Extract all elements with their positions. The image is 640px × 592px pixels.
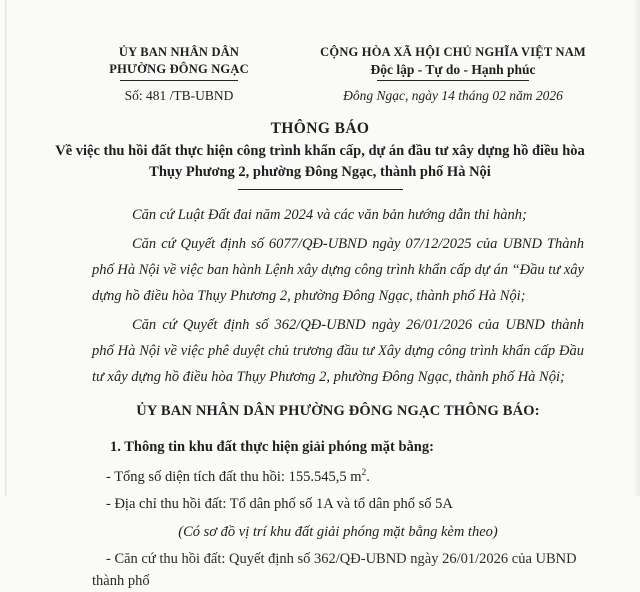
- issuing-authority-line1: ỦY BAN NHÂN DÂN: [118, 45, 240, 59]
- document-number: Số: 481 /TB-UBND: [124, 88, 234, 103]
- attachment-note: (Có sơ đồ vị trí khu đất giải phóng mặt bằng kèm theo): [178, 523, 498, 540]
- issuing-authority-line2: PHƯỜNG ĐÔNG NGẠC: [109, 62, 249, 76]
- section1-heading: 1. Thông tin khu đất thực hiện giải phóng mặt bằng:: [110, 439, 434, 455]
- motto-underline: [377, 80, 529, 81]
- section1-item-area: [92, 460, 584, 491]
- document-subtitle: Về việc thu hồi đất thực hiện công trình khẩn cấp, dự án đầu tư xây dựng hồ điều hòa Thụy Phương 2, phường Đông Ngạc, thành phố Hà Nội: [55, 143, 585, 180]
- national-header: [0, 44, 640, 104]
- area-superscript: 2: [361, 468, 367, 478]
- national-motto-block: [292, 44, 614, 104]
- recital-legal-basis-2: Căn cứ Quyết định số 6077/QĐ-UBND ngày 07/12/2025 của UBND Thành phố Hà Nội về việc ban hành Lệnh xây dựng công trình khẩn cấp dự án “Đầu tư xây dựng hồ điều hòa Thụy Phương 2, phường Đông Ngạc, thành phố Hà Nội;: [92, 236, 584, 304]
- document-body: [92, 202, 584, 589]
- area-text: - Tổng số diện tích đất thu hồi: 155.545,5 m: [106, 468, 362, 485]
- national-motto: Độc lập - Tự do - Hạnh phúc: [370, 62, 536, 77]
- document-title: THÔNG BÁO: [270, 120, 370, 137]
- area-period: .: [366, 468, 370, 485]
- section1-item-address: - Địa chỉ thu hồi đất: Tổ dân phố số 1A và tổ dân phố số 5A: [106, 495, 453, 512]
- national-title: CỘNG HÒA XÃ HỘI CHỦ NGHĨA VIỆT NAM: [320, 45, 586, 59]
- place-dateline: Đông Ngạc, ngày 14 tháng 02 năm 2026: [343, 88, 563, 103]
- subtitle-underline: [238, 189, 403, 190]
- recital-legal-basis-1: Căn cứ Luật Đất đai năm 2024 và các văn bản hướng dẫn thi hành;: [132, 207, 527, 223]
- issuing-authority-block: [66, 44, 292, 104]
- authority-underline: [120, 80, 238, 81]
- recital-legal-basis-3: Căn cứ Quyết định số 362/QĐ-UBND ngày 26/01/2026 của UBND thành phố Hà Nội về việc phê duyệt chủ trương đầu tư Xây dựng công trình khẩn cấp Đầu tư xây dựng hồ điều hòa Thụy Phương 2, phường Đông Ngạc, thành phố Hà Nội;: [92, 317, 584, 385]
- announcement-heading: ỦY BAN NHÂN DÂN PHƯỜNG ĐÔNG NGẠC THÔNG BÁO:: [136, 403, 540, 419]
- clipped-bottom-line: - Căn cứ thu hồi đất: Quyết định số 362/QĐ-UBND ngày 26/01/2026 của UBND thành phố: [92, 550, 577, 589]
